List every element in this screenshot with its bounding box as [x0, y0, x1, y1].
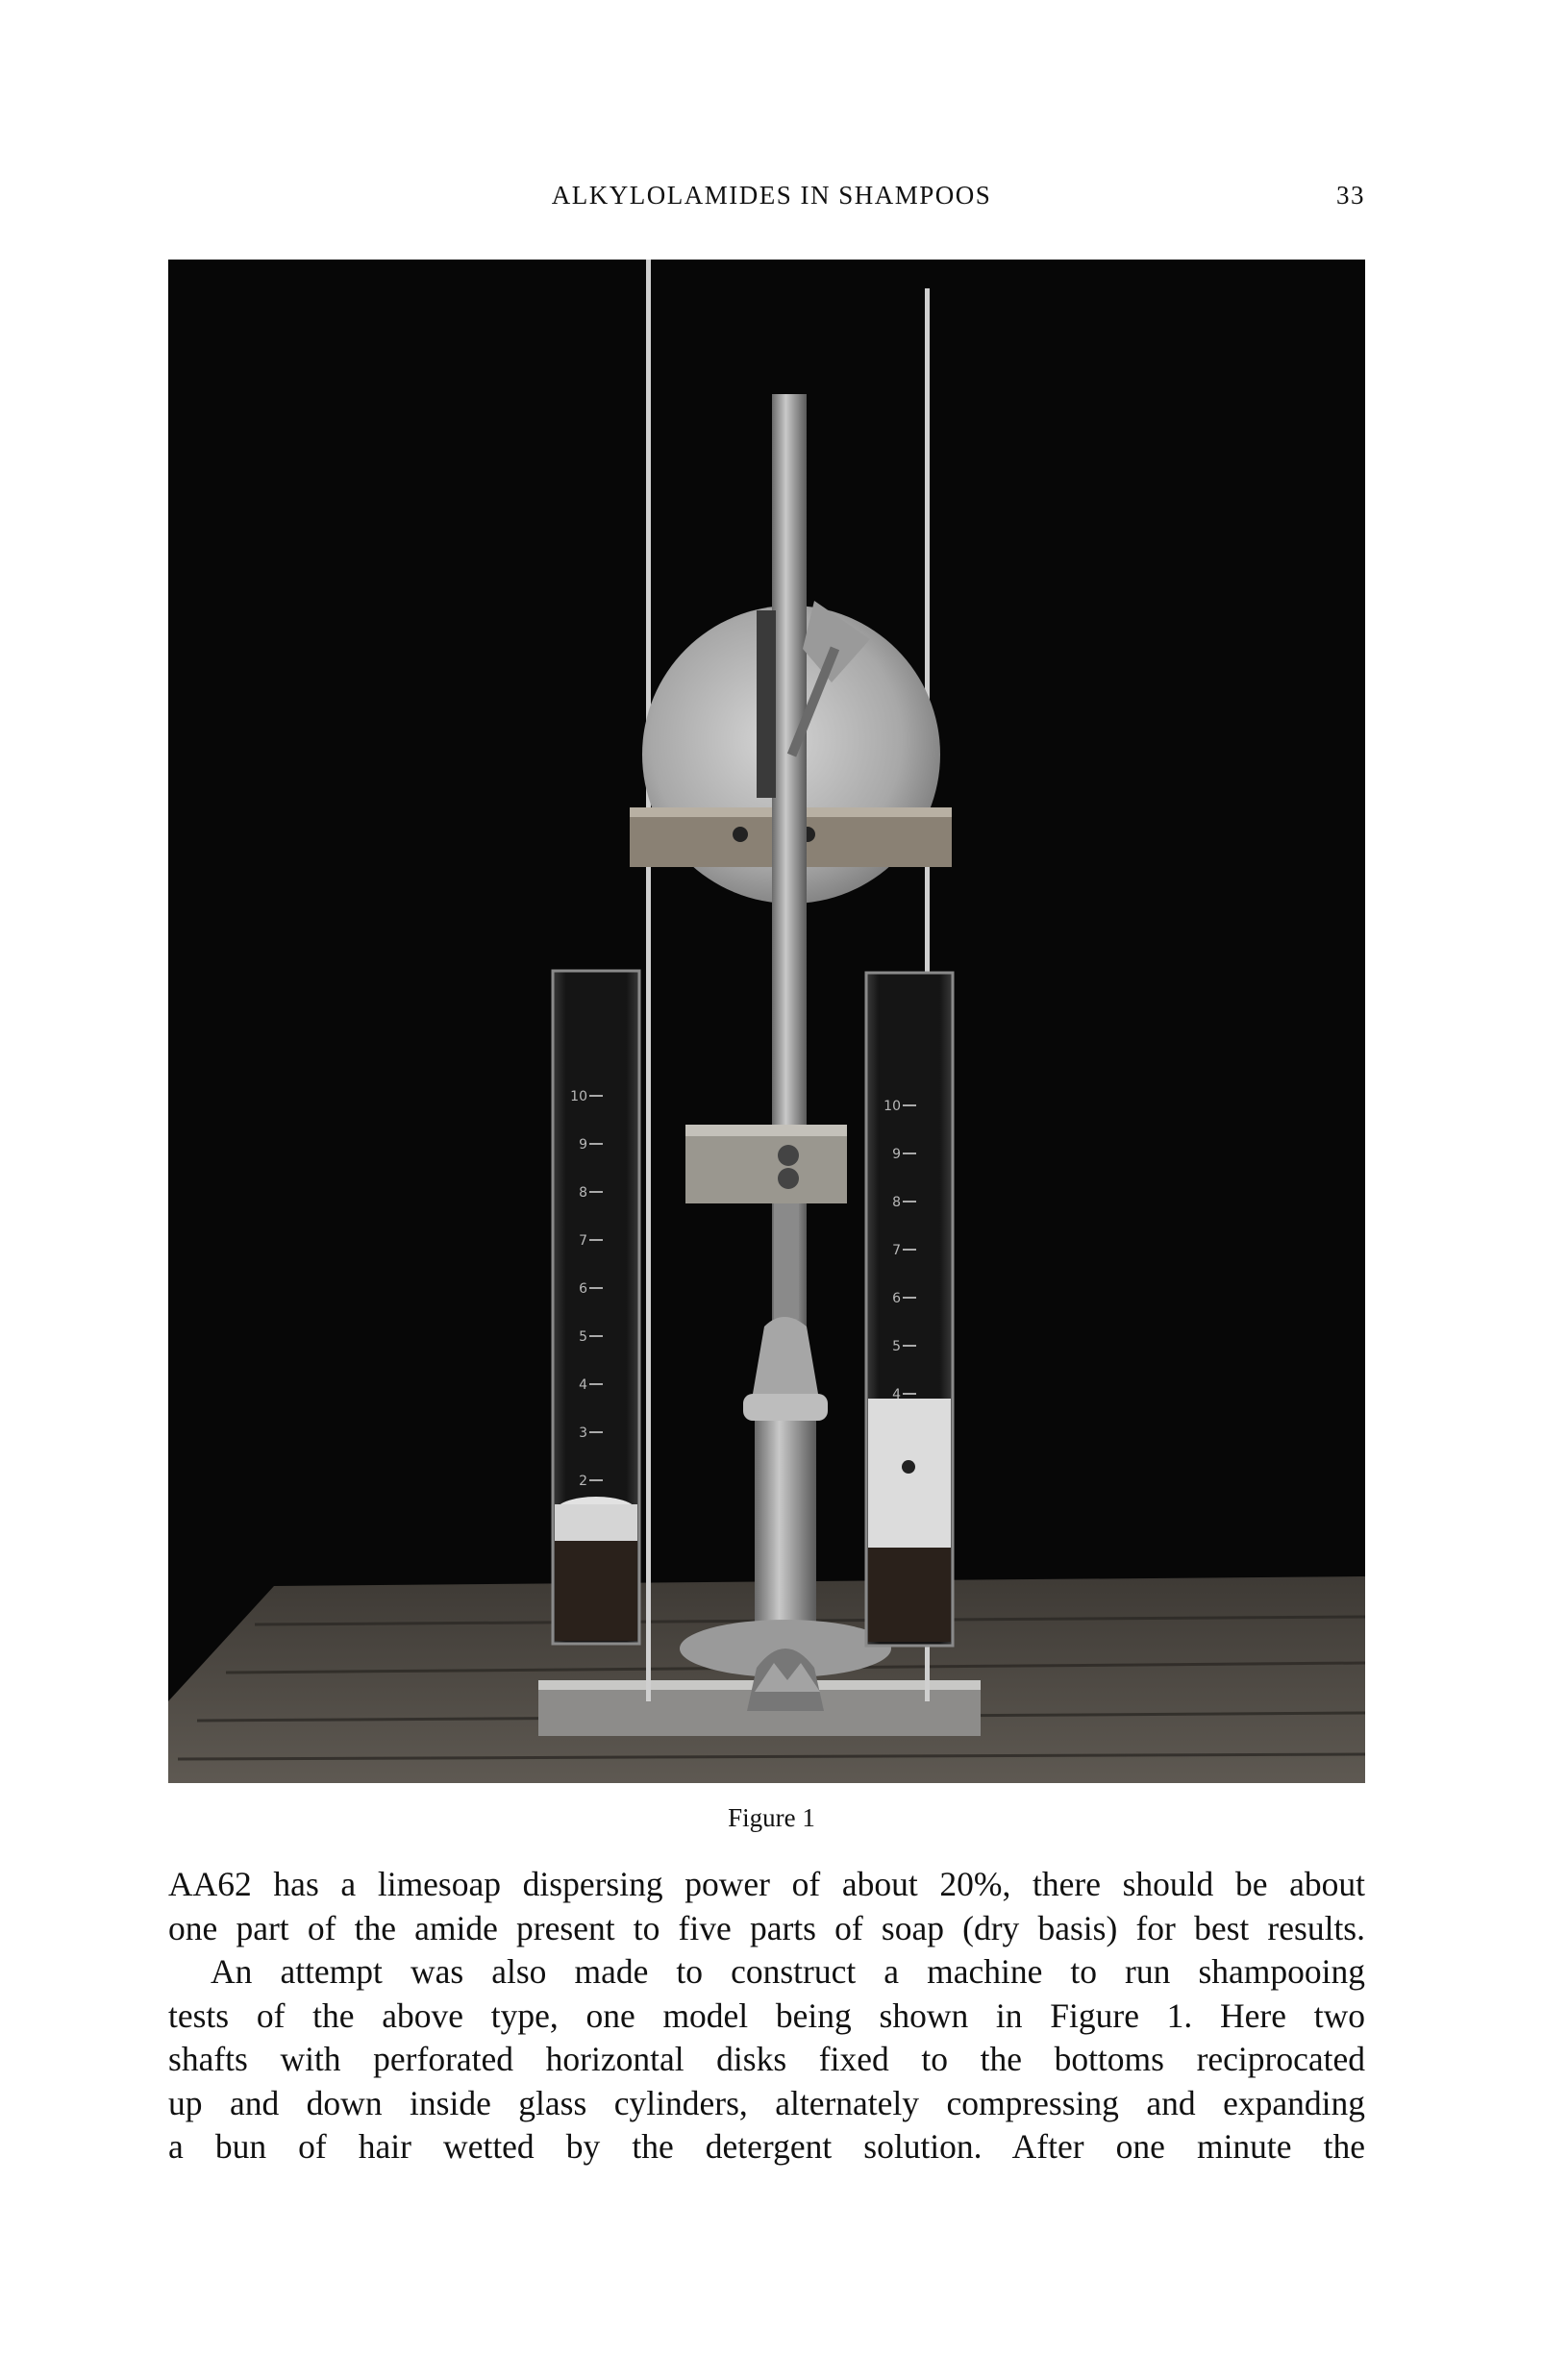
left-scale-label: 6	[579, 1281, 587, 1297]
figure-caption: Figure 1	[728, 1803, 815, 1832]
page-number: 33	[1336, 181, 1365, 210]
left-scale-label: 9	[579, 1137, 587, 1153]
right-scale-label: 6	[892, 1291, 901, 1306]
left-scale-label: 8	[579, 1185, 587, 1201]
body-line: one part of the amide present to five parts of soap (dry basis) for best results.	[168, 1908, 1365, 1947]
body-line: up and down inside glass cylinders, alternately compressing and expanding	[168, 2083, 1365, 2122]
body-line: shafts with perforated horizontal disks fixed to the bottoms reciprocated	[168, 2040, 1365, 2078]
right-scale-label: 9	[892, 1147, 901, 1162]
right-scale-label: 4	[892, 1387, 901, 1402]
body-line: a bun of hair wetted by the detergent solution. After one minute the	[168, 2127, 1365, 2166]
body-line: AA62 has a limesoap dispersing power of about 20%, there should be about	[168, 1865, 1365, 1903]
left-scale-label: 2	[579, 1474, 587, 1489]
left-scale-label: 5	[579, 1329, 587, 1345]
right-scale-label: 8	[892, 1195, 901, 1210]
body-line: tests of the above type, one model being shown in Figure 1. Here two	[168, 1996, 1365, 2035]
body-line: An attempt was also made to construct a machine to run shampooing	[211, 1952, 1365, 1991]
left-scale-label: 7	[579, 1233, 587, 1249]
left-graduated-cylinder	[553, 971, 639, 1644]
right-scale-label: 7	[892, 1243, 901, 1258]
left-scale-label: 10	[570, 1089, 587, 1104]
running-title: ALKYLOLAMIDES IN SHAMPOOS	[551, 181, 992, 210]
right-graduated-cylinder	[866, 973, 953, 1646]
left-scale-label: 4	[579, 1377, 587, 1393]
right-scale-label: 10	[883, 1099, 901, 1114]
apparatus-illustration	[168, 260, 1365, 1783]
body-text	[168, 1863, 1365, 2169]
figure-photo	[168, 260, 1365, 1783]
left-scale-label: 3	[579, 1426, 587, 1441]
right-scale-label: 5	[892, 1339, 901, 1354]
